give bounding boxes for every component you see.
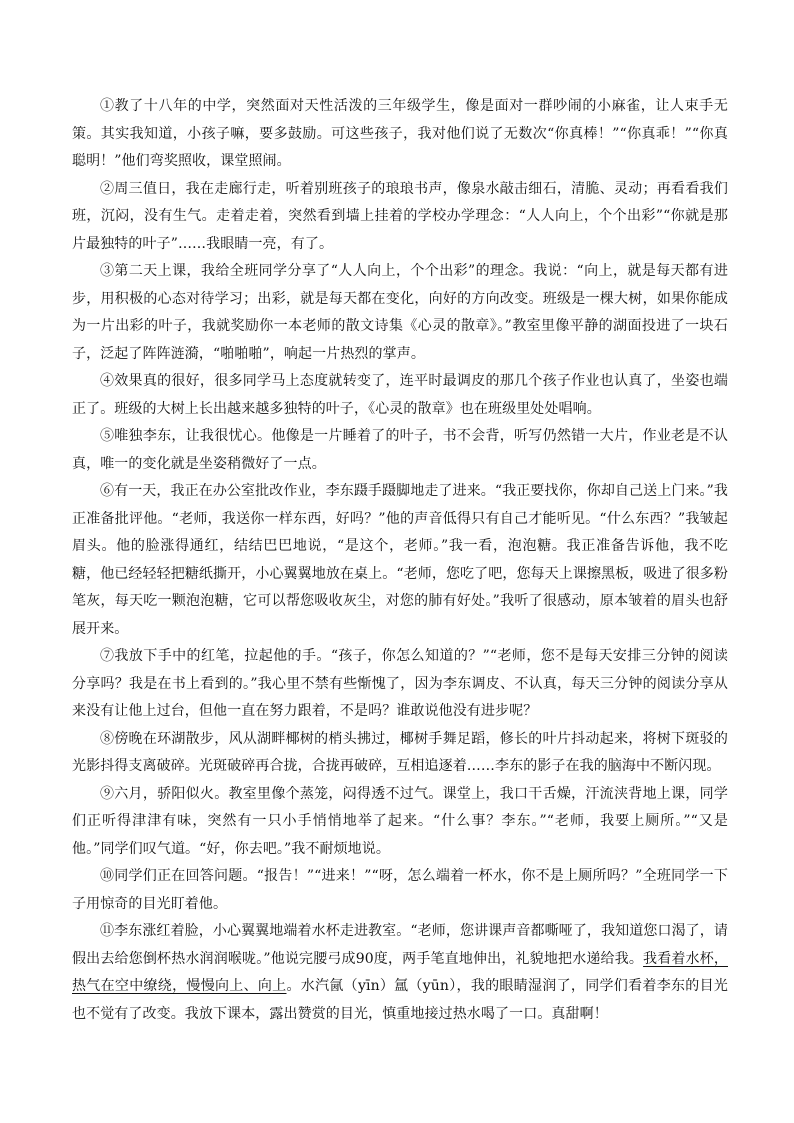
paragraph-7: ⑦我放下手中的红笔，拉起他的手。“孩子，你怎么知道的？”“老师，您不是每天安排三分钟的阅读分享吗？我是在书上看到的。”我心里不禁有些惭愧了，因为李东调皮、不认真，每天三分钟的阅读分享从来没有让他上过台，但他一直在努力跟着，不是吗？谁敢说他没有进步呢？ — [72, 648, 728, 719]
paragraph-8: ⑧傍晚在环湖散步，风从湖畔椰树的梢头拂过，椰树手舞足蹈，修长的叶片抖动起来，将树下斑驳的光影抖得支离破碎。光斑破碎再合拢，合拢再破碎，互相追逐着……李东的影子在我的脑海中不断闪现。 — [72, 730, 728, 774]
paragraph-3: ③第二天上课，我给全班同学分享了“人人向上，个个出彩”的理念。我说：“向上，就是每天都有进步，用积极的心态对待学习；出彩，就是每天都在变化，向好的方向改变。班级是一棵大树，如果你能成为一片出彩的叶子，我就奖励你一本老师的散文诗集《心灵的散章》。”教室里像平静的湖面投进了一块石子，泛起了阵阵涟漪，“啪啪啪”，响起一片热烈的掌声。 — [72, 263, 728, 362]
paragraph-5: ⑤唯独李东，让我很忧心。他像是一片睡着了的叶子，书不会背，听写仍然错一大片，作业老是不认真，唯一的变化就是坐姿稍微好了一点。 — [72, 428, 728, 472]
paragraph-11-text-end: 。水汽氤（yīn）氲（yūn），我的眼睛湿润了，同学们看着李东的目光也不觉有了改变。我放下课本，露出赞赏的目光，慎重地接过热水喝了一口。真甜啊！ — [72, 978, 728, 1022]
paragraph-10: ⑩同学们正在回答问题。“报告！”“进来！”“呀，怎么端着一杯水，你不是上厕所吗？”全班同学一下子用惊奇的目光盯着他。 — [72, 868, 728, 912]
document-page — [72, 93, 728, 1028]
paragraph-11-text-start: ⑪李东涨红着脸，小心翼翼地端着水杯走进教室。“老师，您讲课声音都嘶哑了，我知道您口渴了，请假出去给您倒杯热水润润喉咙。”他说完腰弓成90度，两手笔直地伸出，礼貌地把水递给我。 — [72, 923, 728, 967]
paragraph-6: ⑥有一天，我正在办公室批改作业，李东蹑手蹑脚地走了进来。“我正要找你，你却自己送上门来。”我正准备批评他。“老师，我送你一样东西，好吗？”他的声音低得只有自己才能听见。“什么东西？”我皱起眉头。他的脸涨得通红，结结巴巴地说，“是这个，老师。”我一看，泡泡糖。我正准备告诉他，我不吃糖，他已经轻轻把糖纸撕开，小心翼翼地放在桌上。“老师，您吃了吧，您每天上课擦黑板，吸进了很多粉笔灰，每天吃一颗泡泡糖，它可以帮您吸收灰尘，对您的肺有好处。”我听了很感动，原本皱着的眉头也舒展开来。 — [72, 483, 728, 637]
paragraph-4: ④效果真的很好，很多同学马上态度就转变了，连平时最调皮的那几个孩子作业也认真了，坐姿也端正了。班级的大树上长出越来越多独特的叶子，《心灵的散章》也在班级里处处唱响。 — [72, 373, 728, 417]
paragraph-1: ①教了十八年的中学，突然面对天性活泼的三年级学生，像是面对一群吵闹的小麻雀，让人束手无策。其实我知道，小孩子嘛，要多鼓励。可这些孩子，我对他们说了无数次“你真棒！”“你真乖！”“你真聪明！”他们弯奖照收，课堂照闹。 — [72, 98, 728, 169]
underlined-sentence: 我看着水杯，热气在空中缭绕，慢慢向上、向上 — [72, 950, 728, 994]
paragraph-9: ⑨六月，骄阳似火。教室里像个蒸笼，闷得透不过气。课堂上，我口干舌燥，汗流浃背地上课，同学们正听得津津有味，突然有一只小手悄悄地举了起来。“什么事？李东。”“老师，我要上厕所。”“又是他。”同学们叹气道。“好，你去吧。”我不耐烦地说。 — [72, 785, 728, 857]
paragraph-11 — [72, 918, 728, 1028]
paragraph-2: ②周三值日，我在走廊行走，听着别班孩子的琅琅书声，像泉水敲击细石，清脆、灵动；再看看我们班，沉闷，没有生气。走着走着，突然看到墙上挂着的学校办学理念：“人人向上，个个出彩”“你就是那片最独特的叶子”……我眼睛一亮，有了。 — [72, 180, 728, 252]
